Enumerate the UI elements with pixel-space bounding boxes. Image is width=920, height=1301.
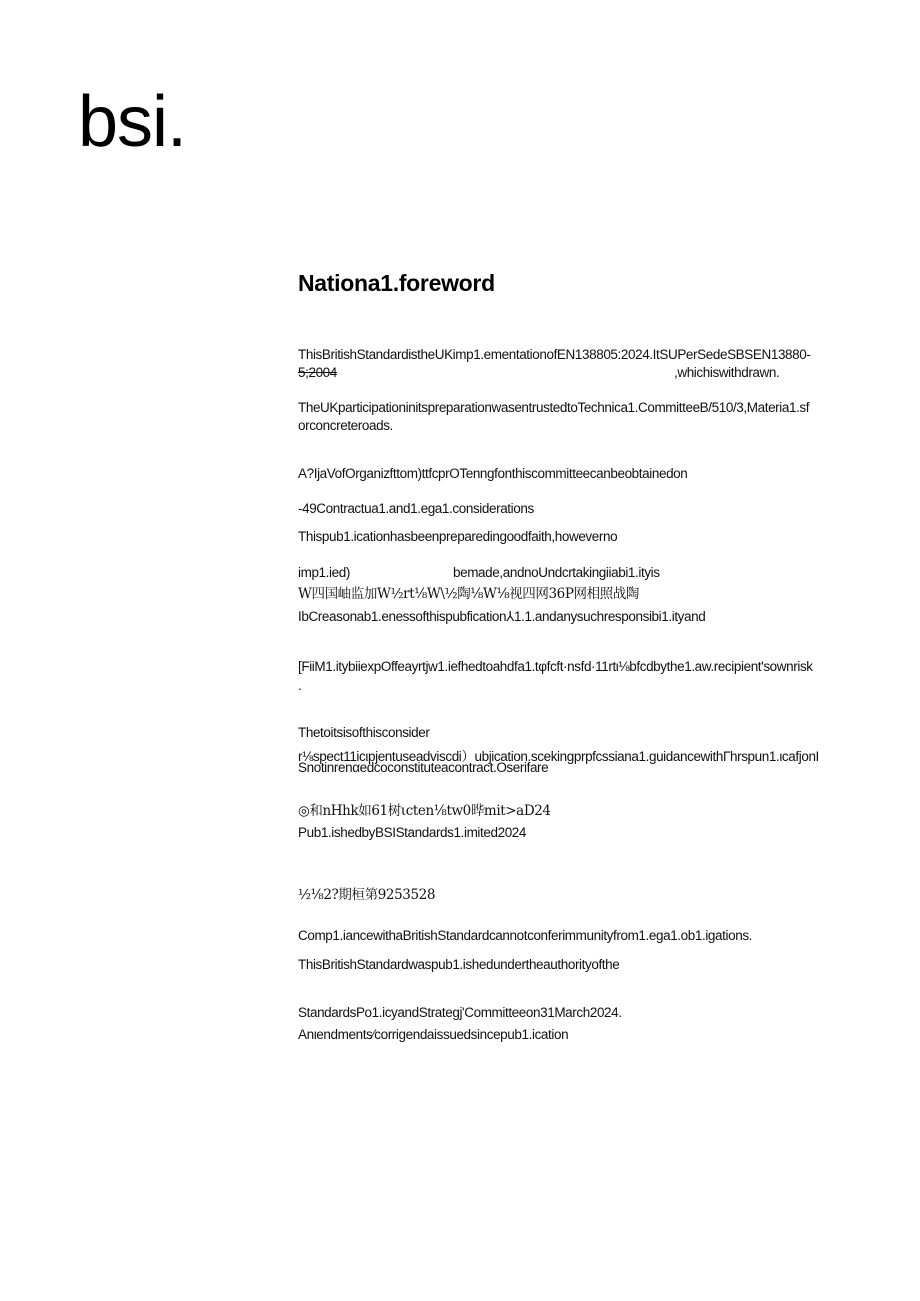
foreword-text-line: Thispub1.icationhasbeenpreparedingoodfaith,howeverno [298,529,618,544]
overlapping-text-line-bottom: Snotinrenαedcoconstituteacontract.Oserifare [298,760,549,775]
isbn-line: ½⅛2?期桓第9253528 [298,887,436,903]
foreword-text-line: bemade,andnoUndcrtakingiiabi1.ityis [453,565,660,580]
foreword-text-line: TheUKparticipationinitspreparationwasentrustedtoTechnica1.CommitteeB/510/3,Materia1.sf [298,400,810,415]
amendments-line: Anιendments⁄corrigendaissuedsincepub1.ication [298,1027,569,1042]
foreword-text-line: orconcreteroads. [298,418,393,433]
section-heading-contractual: -49Contractua1.and1.ega1.considerations [298,501,534,516]
foreword-text-line: IbCreasonab1.enessofthispubfication⅄1.1.andanysuchresponsibi1.ityand [298,609,706,624]
copyright-line: ◎和nHhk如61树ιcten⅛tw0晔mit>aD24 [298,803,551,819]
foreword-text-line: A?IjaVofOrganizfttom)ttfcprOTenngfonthiscommitteecanbeobtainedon [298,466,688,481]
foreword-text-line: [FiiM1.itybiiexpOffeayrtjw1.iefhedtoahdfa1.tφfcft·nsfd·11rtι⅛bfcdbythe1.aw.recipient'sownrisk [298,659,813,674]
compliance-line: Comp1.iancewithaBritishStandardcannotconferimmunityfrom1.ega1.ob1.igations. [298,928,753,943]
foreword-text-line: ,whichiswithdrawn. [674,365,780,380]
publisher-line: Pub1.ishedbyBSIStandards1.imited2024 [298,825,527,840]
foreword-text-line: Thetoitsisofthisconsider [298,725,430,740]
authority-date-line: StandardsPo1.icyandStrategj'Committeeon31March2024. [298,1005,622,1020]
foreword-text-line: ThisBritishStandardistheUKimp1.ementationofEN138805:2024.ItSUPerSedeSBSEN13880- [298,347,811,362]
page-title: Nationa1.foreword [298,270,495,296]
overlapping-text-line-top: r⅛spect11icιpjentuseadviscdi）ubjication.scekingprpfcssiana1.guidancewithΓhrspun1.ιcafjonI [298,749,819,764]
authority-line: ThisBritishStandardwaspub1.ishedundertheauthorityofthe [298,957,620,972]
garbled-text-line: W四国岫监加W½rt⅛W\½陶⅛W⅛视四网36P网相照战陶 [298,586,640,602]
foreword-text-line: imp1.ied) [298,565,350,580]
foreword-text-line-struck: 5;2004 [298,365,337,380]
foreword-text-line: . [298,678,302,693]
bsi-logo: bsi. [78,82,187,162]
